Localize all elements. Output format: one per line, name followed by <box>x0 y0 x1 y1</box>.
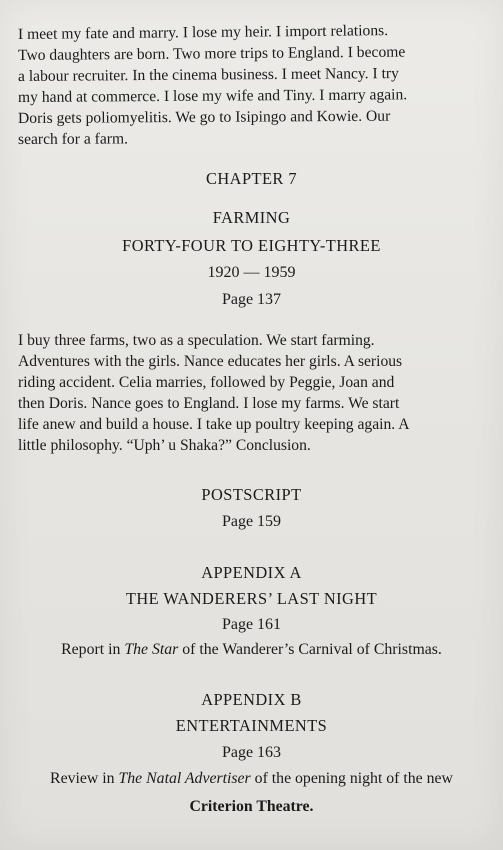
chapter-page-ref: Page 137 <box>221 291 282 308</box>
summary-line: riding accident. Celia marries, followed by Peggie, Joan and <box>18 374 395 391</box>
chapter-title: FARMING <box>212 208 291 227</box>
intro-line: my hand at commerce. I lose my wife and Tiny. I marry again. <box>17 86 408 106</box>
intro-line: Two daughters are born. Two more trips to England. I become <box>17 43 406 64</box>
appendix-a-note-after: of the Wanderer’s Carnival of Christmas. <box>178 641 442 658</box>
appendix-a-heading: APPENDIX A <box>201 563 302 582</box>
appendix-a-publication: The Star <box>124 641 179 658</box>
chapter-subtitle: FORTY-FOUR TO EIGHTY-THREE <box>122 236 381 255</box>
appendix-b-note <box>0 769 503 789</box>
appendix-b-note-before: Review in <box>50 770 119 787</box>
appendix-a-note <box>0 640 503 660</box>
appendix-a-title: THE WANDERERS’ LAST NIGHT <box>125 589 378 608</box>
appendix-b-heading: APPENDIX B <box>201 690 302 709</box>
intro-line: a labour recruiter. In the cinema business. I meet Nancy. I try <box>17 65 399 85</box>
appendix-b-page-ref: Page 163 <box>221 744 282 761</box>
summary-line: then Doris. Nance goes to England. I lose my farms. We start <box>18 395 400 412</box>
intro-paragraph <box>18 24 488 150</box>
postscript-page-ref: Page 159 <box>221 513 282 530</box>
appendix-b-note-line2: Criterion Theatre. <box>189 798 314 815</box>
appendix-b-note-after: of the opening night of the new <box>250 770 453 787</box>
summary-line: Adventures with the girls. Nance educates her girls. A serious <box>18 353 403 370</box>
chapter-years: 1920 — 1959 <box>207 264 296 281</box>
chapter-heading: CHAPTER 7 <box>205 169 298 188</box>
appendix-b-publication: The Natal Advertiser <box>118 770 251 787</box>
chapter-summary <box>18 330 488 456</box>
postscript-title: POSTSCRIPT <box>201 485 302 504</box>
appendix-a-note-before: Report in <box>61 641 125 658</box>
intro-line: search for a farm. <box>17 130 129 148</box>
summary-line: little philosophy. “Uph’ u Shaka?” Conclusion. <box>18 437 311 454</box>
intro-line: I meet my fate and marry. I lose my heir. I import relations. <box>17 22 389 43</box>
summary-line: life anew and build a house. I take up poultry keeping again. A <box>18 416 410 433</box>
appendix-b-title: ENTERTAINMENTS <box>175 716 328 735</box>
summary-line: I buy three farms, two as a speculation. We start farming. <box>18 332 375 349</box>
appendix-a-page-ref: Page 161 <box>221 616 282 633</box>
intro-line: Doris gets poliomyelitis. We go to Isipingo and Kowie. Our <box>17 107 391 127</box>
